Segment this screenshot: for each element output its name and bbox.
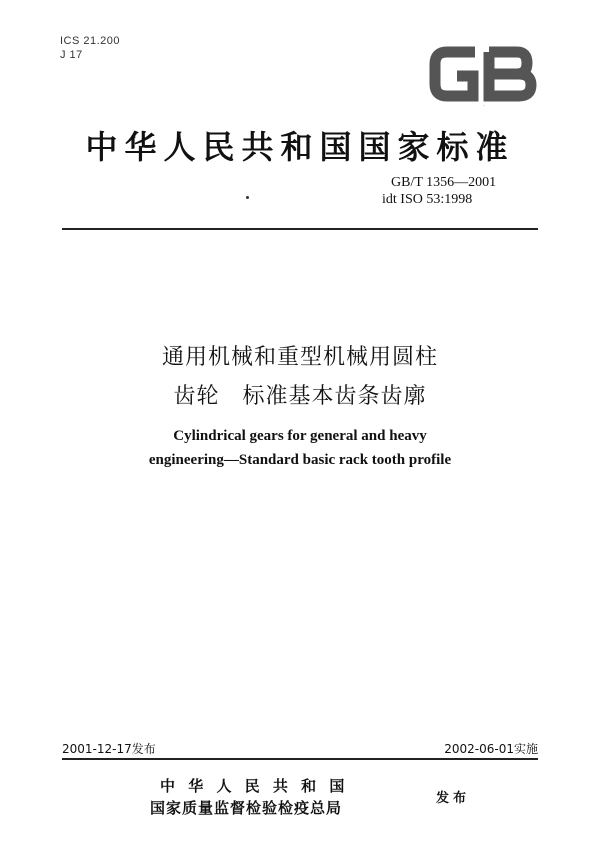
standard-equivalence: idt ISO 53:1998 <box>382 192 473 207</box>
ccs-code: J 17 <box>60 49 83 61</box>
issuer-line-1: 中 华 人 民 共 和 国 <box>160 777 349 795</box>
issuer-line-2: 国家质量监督检验检疫总局 <box>150 799 343 817</box>
main-title: 中华人民共和国国家标准 <box>85 128 515 166</box>
ics-code: ICS 21.200 <box>60 35 121 47</box>
implementation-date: 2002-06-01实施 <box>444 742 538 756</box>
standard-number: GB/T 1356—2001 <box>391 175 497 190</box>
speck <box>246 196 249 199</box>
classification-codes <box>60 34 120 62</box>
english-title-line-1: Cylindrical gears for general and heavy <box>173 428 427 444</box>
issue-label: 发布 <box>436 791 471 806</box>
logo-text: GB <box>483 106 485 107</box>
standard-number-block <box>382 174 496 208</box>
chinese-title-line-2: 齿轮 标准基本齿条齿廓 <box>173 384 427 409</box>
footer-rule <box>62 758 538 760</box>
header-rule <box>62 228 538 230</box>
issue-date: 2001-12-17发布 <box>62 742 156 756</box>
chinese-title-line-1: 通用机械和重型机械用圆柱 <box>161 345 438 370</box>
english-title-line-2: engineering—Standard basic rack tooth profile <box>148 452 452 468</box>
gb-logo <box>427 40 542 108</box>
